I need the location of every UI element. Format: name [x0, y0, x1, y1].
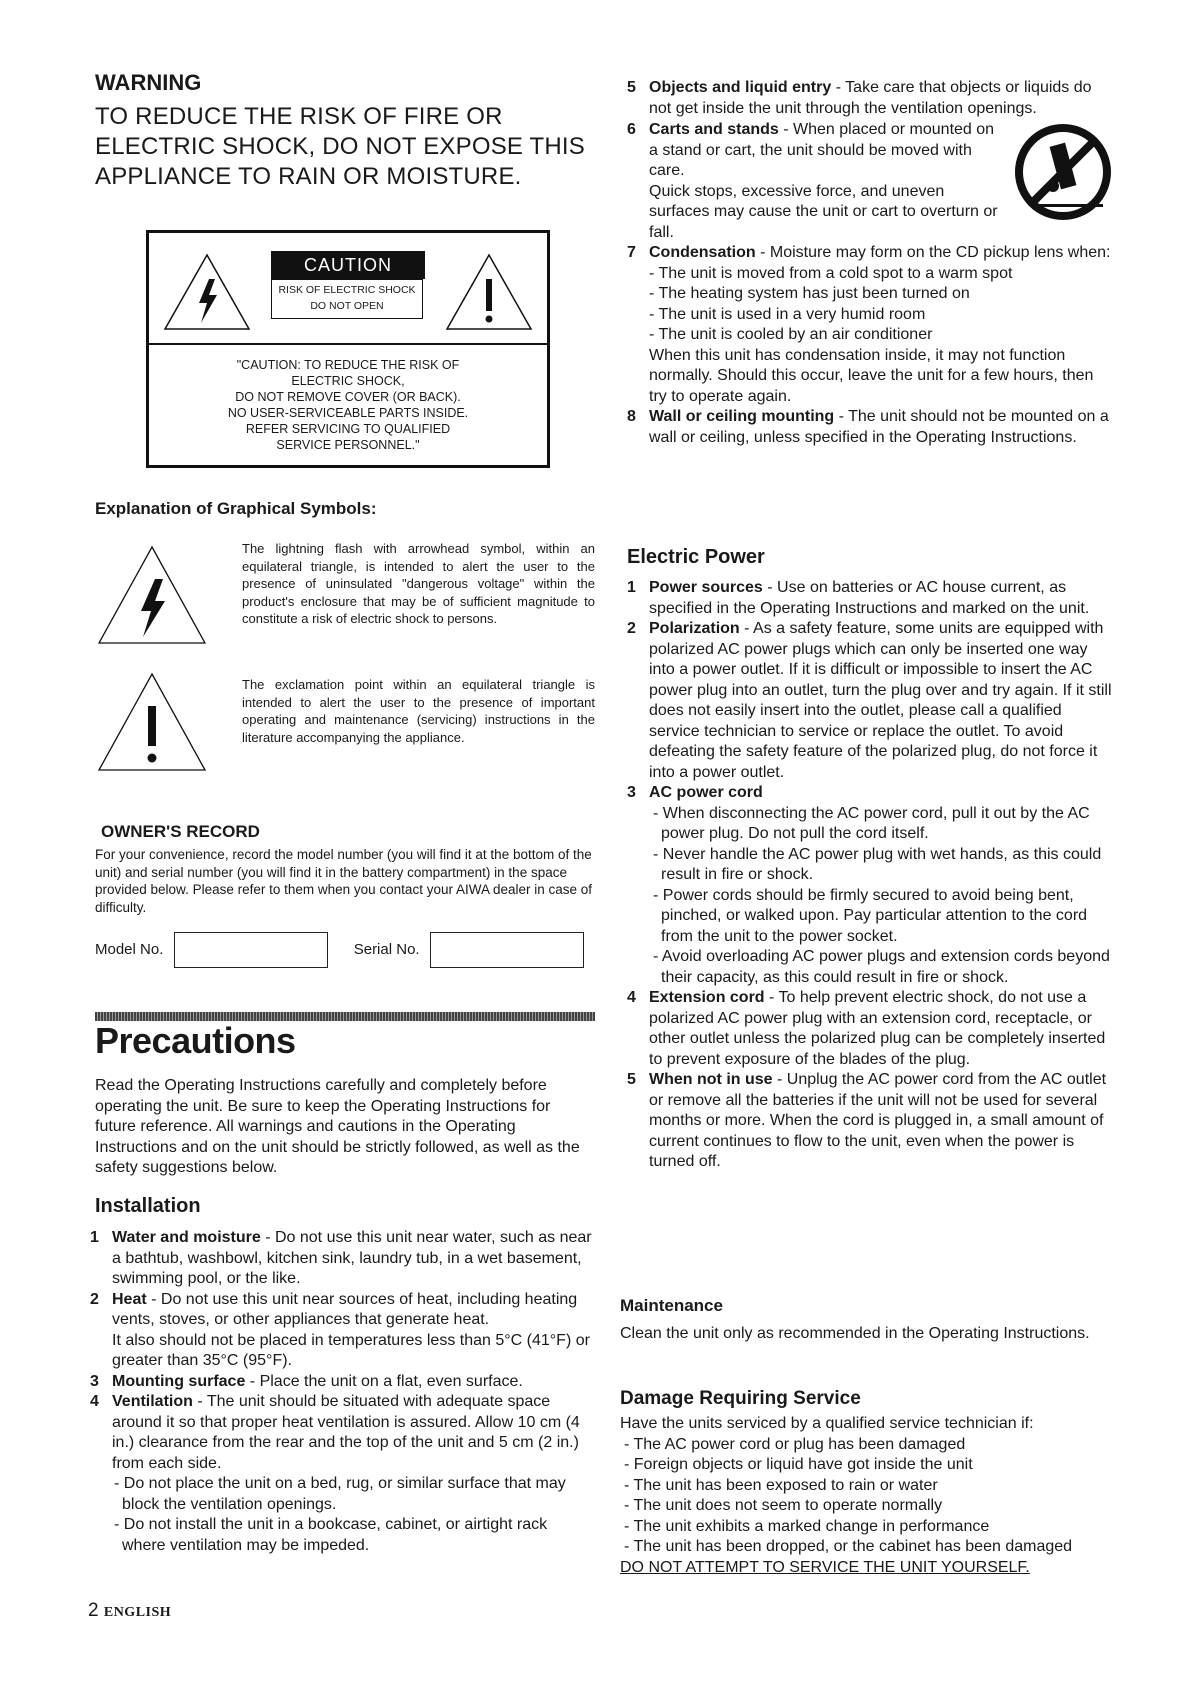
list-item: - Never handle the AC power plug with wet hands, as this could result in fire or shock.	[653, 845, 1102, 883]
damage-heading: Damage Requiring Service	[620, 1388, 861, 1409]
list-item: When this unit has condensation inside, it may not function normally. Should this occur, leave the unit for a few hours, then try to operate again.	[649, 346, 1094, 405]
list-item: - The unit exhibits a marked change in performance	[624, 1517, 990, 1535]
list-item: 6 Carts and stands - When placed or mounted on a stand or cart, the unit should be moved with care. Quick stops, excessive force, and uneven surfaces may cause the unit or cart to overturn or fall.	[627, 120, 1113, 243]
condensation-list	[627, 264, 1113, 408]
cart-warning-icon	[1013, 124, 1113, 220]
warning-text	[95, 102, 595, 192]
electric-heading: Electric Power	[627, 546, 765, 568]
list-item: 4 Extension cord - To help prevent electric shock, do not use a polarized AC power plug with an extension cord, receptacle, or other outlet unless the polarized plug can be completely inserted to prevent exposure of the blades of the plug.	[627, 989, 1106, 1068]
list-item: 3 Mounting surface - Place the unit on a flat, even surface.	[90, 1372, 523, 1390]
list-item: - Avoid overloading AC power plugs and extension cords beyond their capacity, as this could result in fire or shock.	[653, 948, 1110, 986]
list-item: - Do not place the unit on a bed, rug, or similar surface that may block the ventilation openings.	[114, 1475, 566, 1513]
list-item: 3 AC power cord	[627, 784, 763, 801]
precautions-intro: Read the Operating Instructions carefully and completely before operating the unit. Be sure to keep the Operating Instructions for future reference. All warnings and cautions in the Operating Instructions and on the unit should be strictly followed, as well as the safety suggestions below.	[95, 1077, 580, 1176]
list-item: - The unit has been exposed to rain or water	[624, 1476, 938, 1494]
language-label: ENGLISH	[103, 1605, 172, 1620]
list-item: 2 Heat - Do not use this unit near sources of heat, including heating vents, stoves, or other appliances that generate heat.	[90, 1290, 578, 1328]
page-number: 2	[88, 1600, 99, 1621]
warning-heading: WARNING	[95, 70, 202, 95]
maintenance-heading: Maintenance	[620, 1296, 723, 1315]
lightning-explanation: The lightning flash with arrowhead symbol, within an equilateral triangle, is intended to alert the user to the presence of uninsulated "dangerous voltage" within the product's enclosure that may be of sufficient magnitude to constitute a risk of electric shock to persons.	[242, 541, 595, 626]
installation-heading: Installation	[95, 1195, 201, 1217]
symbols-heading: Explanation of Graphical Symbols:	[95, 499, 377, 518]
list-item: - The unit does not seem to operate normally	[624, 1497, 943, 1514]
list-item: - Foreign objects or liquid have got inside the unit	[624, 1456, 973, 1473]
caution-label: CAUTION	[271, 251, 425, 279]
record-fields	[95, 932, 595, 968]
owners-record	[95, 822, 595, 968]
model-label: Model No.	[95, 940, 164, 958]
exclamation-triangle-icon	[445, 253, 533, 331]
maintenance-section	[620, 1296, 1110, 1345]
list-item: - The heating system has just been turned on	[649, 285, 970, 302]
service-warning: DO NOT ATTEMPT TO SERVICE THE UNIT YOURSELF.	[620, 1558, 1030, 1576]
warning-line: TO REDUCE THE RISK OF FIRE OR	[95, 103, 503, 130]
damage-section	[620, 1388, 1110, 1578]
list-item: - Do not install the unit in a bookcase, cabinet, or airtight rack where ventilation may be impeded.	[114, 1516, 548, 1554]
list-item: 2 Polarization - As a safety feature, some units are equipped with polarized AC power plugs which can only be inserted one way into a power outlet. If it is difficult or impossible to insert the AC power plug into an outlet, turn the plug over and try again. If it still does not easily insert into the outlet, please call a qualified service technician to service or replace the outlet. To avoid defeating the safety feature of the polarized plug, do not force it into a power outlet.	[627, 620, 1112, 781]
list-item: - Power cords should be firmly secured to avoid being bent, pinched, or walked upon. Pay particular attention to the cord from the unit to the power socket.	[653, 886, 1088, 945]
list-item: 1 Power sources - Use on batteries or AC house current, as specified in the Operating Instructions and marked on the unit.	[627, 579, 1090, 617]
owners-record-text: For your convenience, record the model number (you will find it at the bottom of the unit) and serial number (you will find it in the battery compartment) in the space provided below. Please refer to them when you contact your AIWA dealer in case of difficulty.	[95, 847, 593, 915]
damage-intro: Have the units serviced by a qualified service technician if:	[620, 1415, 1034, 1432]
page-footer	[88, 1600, 171, 1622]
right-list-top	[627, 78, 1113, 448]
warning-section	[95, 70, 595, 192]
list-item: - The unit is used in a very humid room	[649, 305, 926, 323]
warning-line: ELECTRIC SHOCK, DO NOT EXPOSE THIS	[95, 133, 586, 160]
lightning-symbol-icon	[97, 545, 207, 645]
list-item: - The unit has been dropped, or the cabinet has been damaged	[624, 1538, 1073, 1555]
maintenance-text: Clean the unit only as recommended in the Operating Instructions.	[620, 1325, 1090, 1342]
caution-sub-label: RISK OF ELECTRIC SHOCK DO NOT OPEN	[271, 279, 423, 319]
exclamation-symbol-icon	[97, 672, 207, 772]
list-item: 4 Ventilation - The unit should be situated with adequate space around it so that proper heat ventilation is assured. Allow 10 cm (4 in.) clearance from the rear and the top of the unit and 5 cm (2 in.) from each side.	[90, 1393, 580, 1472]
serial-number-field[interactable]	[430, 932, 584, 968]
list-item: 1 Water and moisture - Do not use this unit near water, such as near a bathtub, washbowl, kitchen sink, laundry tub, in a wet basement, swimming pool, or the like.	[90, 1229, 592, 1287]
list-item: 7 Condensation - Moisture may form on the CD pickup lens when:	[627, 244, 1111, 261]
exclamation-explanation: The exclamation point within an equilateral triangle is intended to alert the user to the presence of important operating and maintenance (servicing) instructions in the literature accompanying the appliance.	[242, 677, 595, 745]
list-item: 5 Objects and liquid entry - Take care that objects or liquids do not get inside the unit through the ventilation openings.	[627, 79, 1092, 117]
installation-list	[90, 1228, 595, 1556]
electric-list	[627, 578, 1113, 1173]
model-number-field[interactable]	[174, 932, 328, 968]
list-item: - The unit is cooled by an air conditioner	[649, 326, 933, 343]
caution-box	[146, 230, 550, 468]
list-item: - The AC power cord or plug has been damaged	[624, 1435, 966, 1453]
caution-body-text: "CAUTION: TO REDUCE THE RISK OF ELECTRIC SHOCK, DO NOT REMOVE COVER (OR BACK). NO USER-SERVICEABLE PARTS INSIDE. REFER SERVICING TO QUALIFIED SERVICE PERSONNEL."	[227, 358, 469, 452]
owners-record-heading: OWNER'S RECORD	[101, 822, 260, 841]
list-item: It also should not be placed in temperatures less than 5°C (41°F) or greater than 35°C (95°F).	[112, 1331, 590, 1369]
power-cord-list	[627, 804, 1113, 989]
serial-label: Serial No.	[353, 940, 420, 958]
list-item: - The unit is moved from a cold spot to a warm spot	[649, 264, 1013, 282]
list-item: - When disconnecting the AC power cord, pull it out by the AC power plug. Do not pull the cord itself.	[653, 804, 1090, 842]
list-item: 8 Wall or ceiling mounting - The unit should not be mounted on a wall or ceiling, unless specified in the Operating Instructions.	[627, 408, 1109, 446]
damage-list	[620, 1435, 1110, 1558]
list-item: 5 When not in use - Unplug the AC power cord from the AC outlet or remove all the batteries if the unit will not be used for several months or more. When the cord is plugged in, a small amount of current continues to flow to the unit, even when the power is turned off.	[627, 1071, 1107, 1170]
warning-line: APPLIANCE TO RAIN OR MOISTURE.	[95, 163, 522, 190]
precautions-title: Precautions	[95, 1020, 296, 1061]
lightning-triangle-icon	[163, 253, 251, 331]
